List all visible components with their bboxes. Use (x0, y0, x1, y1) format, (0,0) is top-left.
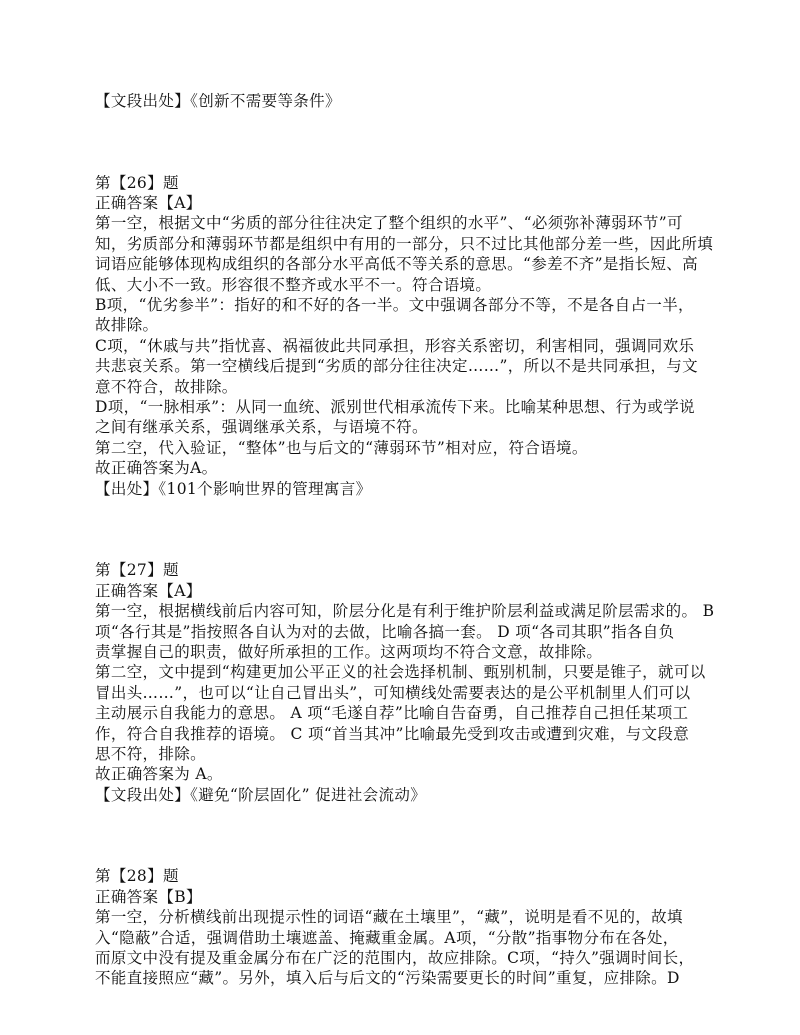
explanation-line: 项“各行其是”指按照各自认为对的去做，比喻各搞一套。 D 项“各司其职”指各自负 (95, 622, 675, 641)
explanation-line: 作，符合自我推荐的语境。 C 项“首当其冲”比喻最先受到攻击或遭到灾难，与文段意 (95, 724, 690, 743)
spacer (95, 540, 717, 560)
explanation-line: B项，“优劣参半”：指好的和不好的各一半。文中强调各部分不等，不是各自占一半， (95, 296, 694, 315)
correct-answer: 正确答案【A】 (95, 581, 202, 600)
question-27-block (95, 560, 717, 805)
explanation-line: 知，劣质部分和薄弱环节都是组织中有用的一部分，只不过比其他部分差一些，因此所填 (95, 234, 714, 253)
explanation-line: 之间有继承关系，强调继承关系，与语境不符。 (95, 418, 428, 437)
explanation-line: 第一空，根据横线前后内容可知，阶层分化是有利于维护阶层利益或满足阶层需求的。 B (95, 602, 715, 621)
explanation-line: 低、大小不一致。形容很不整齐或水平不一。符合语境。 (95, 275, 492, 294)
document-body (95, 91, 717, 989)
question-number: 第【26】题 (95, 173, 179, 192)
explanation-line: 共悲哀关系。第一空横线后提到“劣质的部分往往决定……”，所以不是共同承担，与文 (95, 357, 699, 376)
spacer (95, 846, 717, 866)
question-26-block (95, 173, 717, 500)
explanation-line: 意不符合，故排除。 (95, 377, 238, 396)
spacer (95, 152, 717, 172)
explanation-line: C项，“休戚与共”指忧喜、祸福彼此共同承担，形容关系密切，利害相同，强调同欢乐 (95, 336, 695, 355)
spacer (95, 111, 717, 152)
spacer (95, 499, 717, 540)
explanation-line: 入“隐蔽”合适，强调借助土壤遮盖、掩藏重金属。A项，“分散”指事物分布在各处， (95, 928, 679, 947)
explanation-line: D项，“一脉相承”：从同一血统、派别世代相承流传下来。比喻某种思想、行为或学说 (95, 398, 695, 417)
explanation-line: 主动展示自我能力的意思。 A 项“毛遂自荐”比喻自告奋勇，自己推荐自己担任某项工 (95, 704, 689, 723)
source-block (95, 91, 717, 111)
question-number: 第【28】题 (95, 867, 179, 886)
correct-answer: 正确答案【A】 (95, 194, 202, 212)
explanation-line: 第二空，文中提到“构建更加公平正义的社会选择机制、甄别机制，只要是锥子，就可以 (95, 663, 706, 682)
explanation-line: 冒出头……”，也可以“让自己冒出头”，可知横线处需要表达的是公平机制里人们可以 (95, 683, 691, 702)
source-line: 【文段出处】《避免“阶层固化” 促进社会流动》 (95, 785, 427, 804)
explanation-line: 词语应能够体现构成组织的各部分水平高低不等关系的意思。“参差不齐”是指长短、高 (95, 255, 699, 274)
spacer (95, 805, 717, 846)
explanation-line: 第一空，根据文中“劣质的部分往往决定了整个组织的水平”、“必须弥补薄弱环节”可 (95, 214, 683, 233)
explanation-line: 第一空，分析横线前出现提示性的词语“藏在土壤里”，“藏”，说明是看不见的，故填 (95, 908, 683, 927)
explanation-line: 思不符，排除。 (95, 744, 206, 763)
explanation-line: 而原文中没有提及重金属分布在广泛的范围内，故应排除。C项，“持久”强调时间长， (95, 948, 695, 967)
explanation-line: 第二空，代入验证，“整体”也与后文的“薄弱环节”相对应，符合语境。 (95, 438, 588, 457)
explanation-line: 不能直接照应“藏”。另外，填入后与后文的“污染需要更长的时间”重复，应排除。D (95, 969, 680, 988)
question-28-block (95, 866, 717, 988)
explanation-line: 责掌握自己的职责，做好所承担的工作。这两项均不符合文意，故排除。 (95, 642, 603, 661)
final-answer-line: 故正确答案为A。 (95, 459, 218, 478)
correct-answer: 正确答案【B】 (95, 887, 202, 906)
source-line: 【文段出处】《创新不需要等条件》 (95, 92, 341, 110)
question-number: 第【27】题 (95, 561, 179, 580)
explanation-line: 故排除。 (95, 316, 159, 335)
final-answer-line: 故正确答案为 A。 (95, 765, 223, 784)
source-line: 【出处】《101个影响世界的管理寓言》 (95, 479, 372, 498)
